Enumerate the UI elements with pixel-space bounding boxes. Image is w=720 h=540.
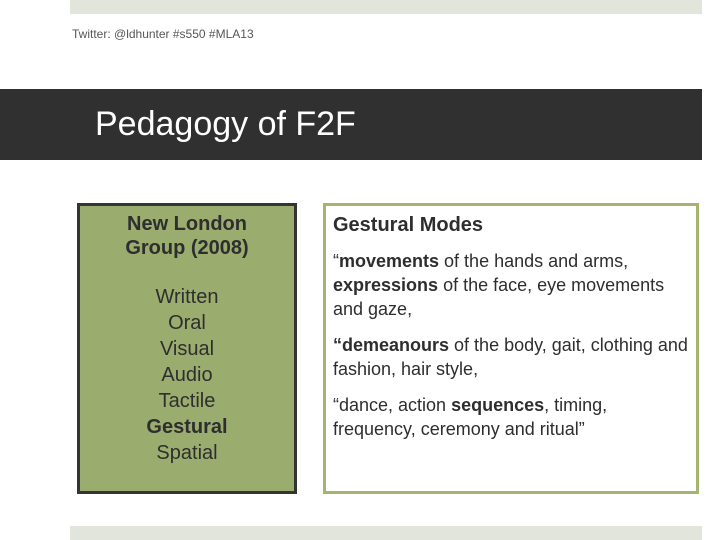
mode-list <box>80 284 294 466</box>
mode-item-spatial: Spatial <box>156 442 218 464</box>
quote1-text2: of the face, eye movements and gaze, <box>333 275 665 319</box>
quote-sequences <box>333 393 688 441</box>
new-london-group-panel <box>77 203 297 494</box>
mode-item-gestural: Gestural <box>146 416 228 438</box>
top-decorative-stripe <box>70 0 702 14</box>
mode-item-tactile: Tactile <box>158 390 216 412</box>
term-movements: movements <box>339 251 440 271</box>
left-heading-line2: Group (2008) <box>125 237 249 259</box>
term-demeanours: “demeanours <box>333 335 450 355</box>
quote1-text1: of the hands and arms, <box>439 251 629 271</box>
right-panel-heading: Gestural Modes <box>333 214 484 236</box>
term-expressions: expressions <box>333 275 439 295</box>
title-band <box>0 89 702 160</box>
mode-item-written: Written <box>155 286 219 308</box>
twitter-hashtag-line: Twitter: @ldhunter #s550 #MLA13 <box>72 27 254 41</box>
quote2-text1: of the body, gait, clothing and fashion, hair style, <box>333 335 688 379</box>
quote-demeanours <box>333 333 688 381</box>
quote-open-mark: “ <box>333 251 339 271</box>
left-heading-line1: New London <box>127 213 247 235</box>
quote3-text1: “dance, action <box>333 395 452 415</box>
bottom-decorative-stripe <box>70 526 702 540</box>
slide-title: Pedagogy of F2F <box>95 105 356 143</box>
quote-movements <box>333 249 688 321</box>
quote3-text2: , timing, frequency, ceremony and ritual” <box>333 395 608 439</box>
gestural-modes-panel <box>323 203 699 494</box>
mode-item-visual: Visual <box>159 338 215 360</box>
mode-item-oral: Oral <box>168 312 206 334</box>
mode-item-audio: Audio <box>161 364 213 386</box>
term-sequences: sequences <box>451 395 545 415</box>
left-panel-heading <box>80 212 294 260</box>
